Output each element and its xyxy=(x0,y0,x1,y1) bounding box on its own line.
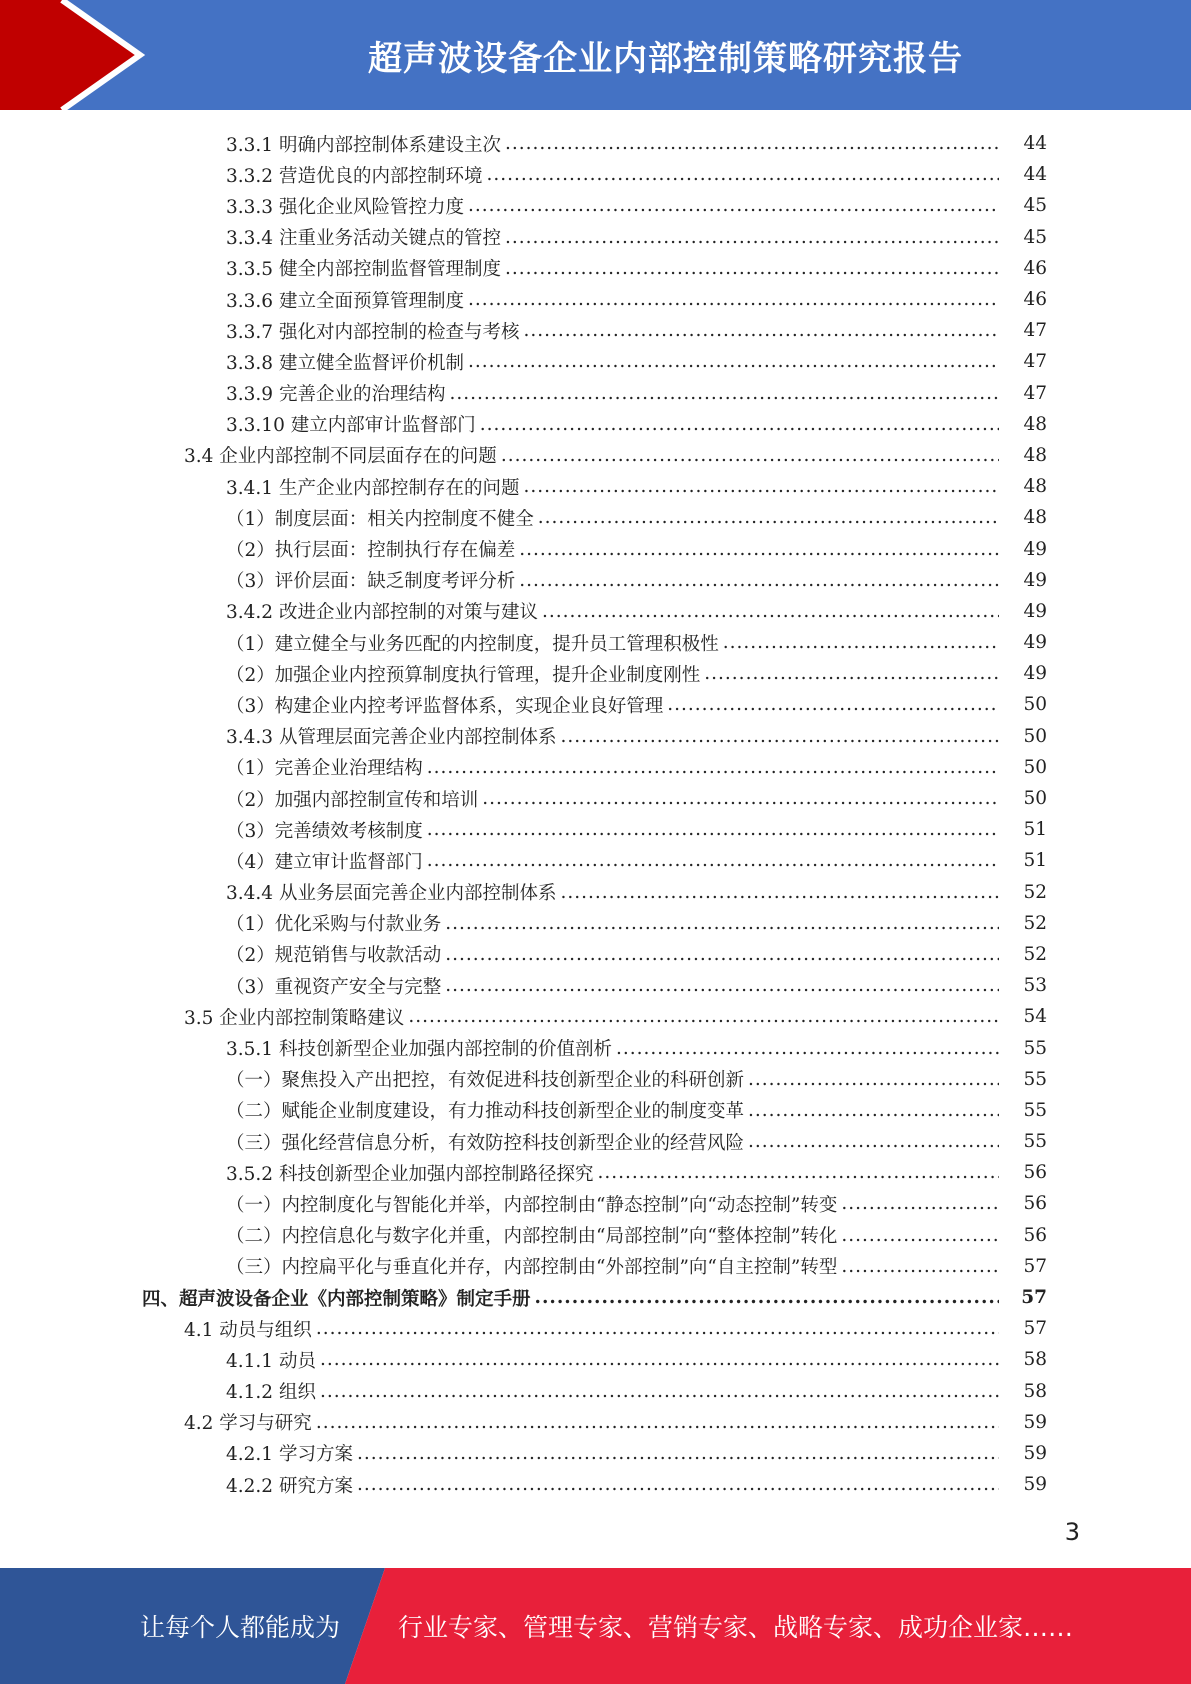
header-arrow-decoration xyxy=(0,0,150,110)
toc-entry-page: 48 xyxy=(1023,507,1047,529)
toc-entry[interactable] xyxy=(0,1438,1191,1469)
toc-entry[interactable] xyxy=(0,783,1191,814)
toc-entry-label: 3.3.9 完善企业的治理结构 xyxy=(226,384,446,406)
toc-leader-dots xyxy=(482,788,999,809)
toc-entry-label: 3.5 企业内部控制策略建议 xyxy=(184,1007,405,1029)
toc-entry-page: 47 xyxy=(1023,320,1047,342)
toc-entry-label: 四、超声波设备企业《内部控制策略》制定手册 xyxy=(142,1288,531,1310)
toc-entry-label: （1）完善企业治理结构 xyxy=(226,758,423,780)
toc-entry-label: 3.3.7 强化对内部控制的检查与考核 xyxy=(226,321,520,343)
footer-slogan-right: 行业专家、管理专家、营销专家、战略专家、成功企业家…… xyxy=(398,1613,1074,1642)
toc-leader-dots xyxy=(427,757,999,778)
toc-entry-page: 49 xyxy=(1023,538,1047,560)
toc-entry-label: 4.2.1 学习方案 xyxy=(226,1444,353,1466)
toc-entry[interactable] xyxy=(0,1095,1191,1126)
toc-entry-page: 45 xyxy=(1023,226,1047,248)
toc-leader-dots xyxy=(597,1162,999,1183)
toc-leader-dots xyxy=(320,1349,999,1370)
toc-entry-label: （2）加强企业内控预算制度执行管理，提升企业制度刚性 xyxy=(226,664,701,686)
toc-leader-dots xyxy=(841,1193,999,1214)
toc-entry-page: 48 xyxy=(1023,444,1047,466)
toc-entry-label: （3）评价层面：缺乏制度考评分析 xyxy=(226,571,516,593)
toc-entry-page: 52 xyxy=(1023,881,1047,903)
toc-entry[interactable] xyxy=(0,315,1191,346)
toc-leader-dots xyxy=(316,1318,999,1339)
toc-leader-dots xyxy=(427,850,999,871)
toc-entry[interactable] xyxy=(0,1032,1191,1063)
toc-entry[interactable] xyxy=(0,533,1191,564)
toc-entry-page: 59 xyxy=(1023,1411,1047,1433)
toc-entry-label: 3.3.5 健全内部控制监督管理制度 xyxy=(226,259,501,281)
toc-entry[interactable] xyxy=(0,627,1191,658)
toc-leader-dots xyxy=(723,632,999,653)
toc-leader-dots xyxy=(468,289,999,310)
toc-entry-page: 54 xyxy=(1023,1006,1047,1028)
toc-entry-label: 3.4.2 改进企业内部控制的对策与建议 xyxy=(226,602,538,624)
toc-entry-label: （三）强化经营信息分析，有效防控科技创新型企业的经营风险 xyxy=(226,1132,745,1154)
toc-entry-label: （三）内控扁平化与垂直化并存，内部控制由“外部控制”向“自主控制”转型 xyxy=(226,1257,838,1279)
toc-entry-label: 4.1.1 动员 xyxy=(226,1350,316,1372)
table-of-contents xyxy=(0,128,1191,1500)
toc-entry-page: 56 xyxy=(1023,1193,1047,1215)
toc-entry-page: 50 xyxy=(1023,694,1047,716)
toc-entry-page: 55 xyxy=(1023,1037,1047,1059)
toc-leader-dots xyxy=(468,195,999,216)
toc-entry[interactable] xyxy=(0,1344,1191,1375)
toc-entry[interactable] xyxy=(0,845,1191,876)
toc-entry[interactable] xyxy=(0,1001,1191,1032)
toc-entry-page: 50 xyxy=(1023,725,1047,747)
toc-entry-page: 49 xyxy=(1023,600,1047,622)
toc-entry-page: 45 xyxy=(1023,195,1047,217)
toc-entry-page: 53 xyxy=(1023,975,1047,997)
toc-entry-page: 47 xyxy=(1023,382,1047,404)
toc-entry[interactable] xyxy=(0,409,1191,440)
toc-entry-label: （一）内控制度化与智能化并举，内部控制由“静态控制”向“动态控制”转变 xyxy=(226,1194,838,1216)
toc-leader-dots xyxy=(449,383,999,404)
toc-leader-dots xyxy=(535,1287,999,1308)
toc-entry[interactable] xyxy=(0,658,1191,689)
toc-entry[interactable] xyxy=(0,440,1191,471)
toc-entry[interactable] xyxy=(0,471,1191,502)
toc-leader-dots xyxy=(748,1100,999,1121)
toc-entry-label: （3）重视资产安全与完整 xyxy=(226,976,442,998)
toc-leader-dots xyxy=(445,913,999,934)
toc-entry-label: （1）制度层面：相关内控制度不健全 xyxy=(226,508,534,530)
toc-entry-page: 46 xyxy=(1023,257,1047,279)
toc-leader-dots xyxy=(480,414,999,435)
toc-entry[interactable] xyxy=(0,502,1191,533)
toc-entry[interactable] xyxy=(0,1126,1191,1157)
toc-entry-label: 4.1.2 组织 xyxy=(226,1382,316,1404)
toc-leader-dots xyxy=(468,351,999,372)
toc-leader-dots xyxy=(841,1225,999,1246)
toc-entry-page: 48 xyxy=(1023,413,1047,435)
toc-entry-label: 3.3.6 建立全面预算管理制度 xyxy=(226,290,464,312)
toc-entry[interactable] xyxy=(0,222,1191,253)
toc-entry-label: 3.3.3 强化企业风险管控力度 xyxy=(226,196,464,218)
toc-leader-dots xyxy=(667,694,999,715)
toc-entry-label: 3.5.2 科技创新型企业加强内部控制路径探究 xyxy=(226,1163,594,1185)
toc-entry[interactable] xyxy=(0,721,1191,752)
toc-entry-label: 3.3.8 建立健全监督评价机制 xyxy=(226,352,464,374)
toc-entry[interactable] xyxy=(0,1251,1191,1282)
toc-leader-dots xyxy=(704,663,999,684)
toc-entry-page: 51 xyxy=(1023,850,1047,872)
toc-entry-label: 3.4.4 从业务层面完善企业内部控制体系 xyxy=(226,883,557,905)
toc-leader-dots xyxy=(748,1131,999,1152)
toc-entry-page: 52 xyxy=(1023,943,1047,965)
toc-entry-label: （1）优化采购与付款业务 xyxy=(226,914,442,936)
toc-leader-dots xyxy=(519,570,999,591)
toc-entry-page: 50 xyxy=(1023,788,1047,810)
toc-leader-dots xyxy=(320,1381,999,1402)
toc-entry[interactable] xyxy=(0,689,1191,720)
toc-entry[interactable] xyxy=(0,1157,1191,1188)
toc-entry-label: （4）建立审计监督部门 xyxy=(226,851,423,873)
toc-entry[interactable] xyxy=(0,346,1191,377)
toc-entry[interactable] xyxy=(0,596,1191,627)
toc-entry-label: 3.3.2 营造优良的内部控制环境 xyxy=(226,165,483,187)
toc-leader-dots xyxy=(523,476,999,497)
toc-leader-dots xyxy=(427,819,999,840)
toc-entry-page: 44 xyxy=(1023,133,1047,155)
toc-leader-dots xyxy=(316,1412,999,1433)
toc-entry-page: 58 xyxy=(1023,1380,1047,1402)
toc-entry-page: 49 xyxy=(1023,632,1047,654)
toc-entry[interactable] xyxy=(0,970,1191,1001)
toc-leader-dots xyxy=(519,539,999,560)
toc-leader-dots xyxy=(560,726,999,747)
toc-entry-label: （二）内控信息化与数字化并重，内部控制由“局部控制”向“整体控制”转化 xyxy=(226,1226,838,1248)
toc-entry-page: 56 xyxy=(1023,1162,1047,1184)
toc-entry[interactable] xyxy=(0,1376,1191,1407)
toc-entry[interactable] xyxy=(0,565,1191,596)
toc-entry-page: 51 xyxy=(1023,819,1047,841)
toc-entry[interactable] xyxy=(0,877,1191,908)
footer-slogan-left: 让每个人都能成为 xyxy=(140,1613,341,1642)
toc-entry-label: （3）构建企业内控考评监督体系，实现企业良好管理 xyxy=(226,695,664,717)
toc-entry-page: 57 xyxy=(1023,1318,1047,1340)
toc-entry-page: 50 xyxy=(1023,756,1047,778)
toc-leader-dots xyxy=(486,164,999,185)
header-banner xyxy=(0,0,1191,110)
toc-entry-label: 4.2 学习与研究 xyxy=(184,1413,312,1435)
toc-entry-label: 4.1 动员与组织 xyxy=(184,1319,312,1341)
toc-leader-dots xyxy=(357,1474,999,1495)
toc-entry[interactable] xyxy=(0,908,1191,939)
toc-entry-page: 59 xyxy=(1023,1442,1047,1464)
toc-leader-dots xyxy=(505,258,999,279)
toc-leader-dots xyxy=(445,944,999,965)
toc-entry-page: 49 xyxy=(1023,663,1047,685)
toc-entry-label: 3.5.1 科技创新型企业加强内部控制的价值剖析 xyxy=(226,1039,612,1061)
report-title: 超声波设备企业内部控制策略研究报告 xyxy=(368,38,963,79)
toc-entry-page: 58 xyxy=(1023,1349,1047,1371)
toc-entry[interactable] xyxy=(0,284,1191,315)
toc-entry-label: 3.4.3 从管理层面完善企业内部控制体系 xyxy=(226,727,557,749)
toc-leader-dots xyxy=(523,320,999,341)
toc-entry-label: 4.2.2 研究方案 xyxy=(226,1475,353,1497)
toc-entry-label: （2）执行层面：控制执行存在偏差 xyxy=(226,540,516,562)
toc-entry-label: 3.3.4 注重业务活动关键点的管控 xyxy=(226,228,501,250)
toc-leader-dots xyxy=(538,507,999,528)
toc-entry-page: 49 xyxy=(1023,569,1047,591)
toc-leader-dots xyxy=(505,133,999,154)
toc-entry[interactable] xyxy=(0,378,1191,409)
toc-entry-label: （2）加强内部控制宣传和培训 xyxy=(226,789,479,811)
toc-entry[interactable] xyxy=(0,1064,1191,1095)
toc-entry-page: 46 xyxy=(1023,289,1047,311)
toc-entry-label: 3.3.1 明确内部控制体系建设主次 xyxy=(226,134,501,156)
toc-entry-label: （2）规范销售与收款活动 xyxy=(226,945,442,967)
footer-banner xyxy=(0,1568,1191,1684)
toc-entry[interactable] xyxy=(0,1282,1191,1313)
toc-entry[interactable] xyxy=(0,1220,1191,1251)
toc-leader-dots xyxy=(841,1256,999,1277)
toc-leader-dots xyxy=(445,975,999,996)
toc-entry-page: 55 xyxy=(1023,1068,1047,1090)
toc-leader-dots xyxy=(560,882,999,903)
toc-entry-page: 44 xyxy=(1023,164,1047,186)
toc-entry[interactable] xyxy=(0,128,1191,159)
toc-leader-dots xyxy=(616,1038,999,1059)
toc-entry[interactable] xyxy=(0,1469,1191,1500)
toc-entry[interactable] xyxy=(0,253,1191,284)
toc-entry[interactable] xyxy=(0,814,1191,845)
toc-entry-page: 55 xyxy=(1023,1099,1047,1121)
toc-entry-label: （1）建立健全与业务匹配的内控制度，提升员工管理积极性 xyxy=(226,633,719,655)
toc-entry[interactable] xyxy=(0,190,1191,221)
toc-entry-page: 59 xyxy=(1023,1474,1047,1496)
toc-leader-dots xyxy=(748,1069,999,1090)
toc-entry[interactable] xyxy=(0,1188,1191,1219)
toc-entry-label: 3.3.10 建立内部审计监督部门 xyxy=(226,415,476,437)
toc-leader-dots xyxy=(505,227,999,248)
toc-entry-label: （3）完善绩效考核制度 xyxy=(226,820,423,842)
toc-entry[interactable] xyxy=(0,939,1191,970)
page-number: 3 xyxy=(1064,1518,1080,1546)
toc-entry-page: 57 xyxy=(1023,1255,1047,1277)
toc-leader-dots xyxy=(357,1443,999,1464)
toc-entry-page: 48 xyxy=(1023,476,1047,498)
toc-leader-dots xyxy=(408,1006,999,1027)
toc-entry-page: 55 xyxy=(1023,1131,1047,1153)
toc-entry-label: （一）聚焦投入产出把控，有效促进科技创新型企业的科研创新 xyxy=(226,1070,745,1092)
toc-leader-dots xyxy=(542,601,999,622)
toc-entry[interactable] xyxy=(0,159,1191,190)
toc-entry-page: 47 xyxy=(1023,351,1047,373)
toc-entry[interactable] xyxy=(0,752,1191,783)
toc-entry-label: 3.4 企业内部控制不同层面存在的问题 xyxy=(184,446,497,468)
toc-entry[interactable] xyxy=(0,1407,1191,1438)
toc-entry-page: 57 xyxy=(1021,1287,1047,1309)
toc-entry-page: 56 xyxy=(1023,1224,1047,1246)
toc-entry-page: 52 xyxy=(1023,912,1047,934)
toc-entry-label: 3.4.1 生产企业内部控制存在的问题 xyxy=(226,477,520,499)
toc-entry[interactable] xyxy=(0,1313,1191,1344)
toc-entry-label: （二）赋能企业制度建设，有力推动科技创新型企业的制度变革 xyxy=(226,1101,745,1123)
toc-leader-dots xyxy=(501,445,999,466)
